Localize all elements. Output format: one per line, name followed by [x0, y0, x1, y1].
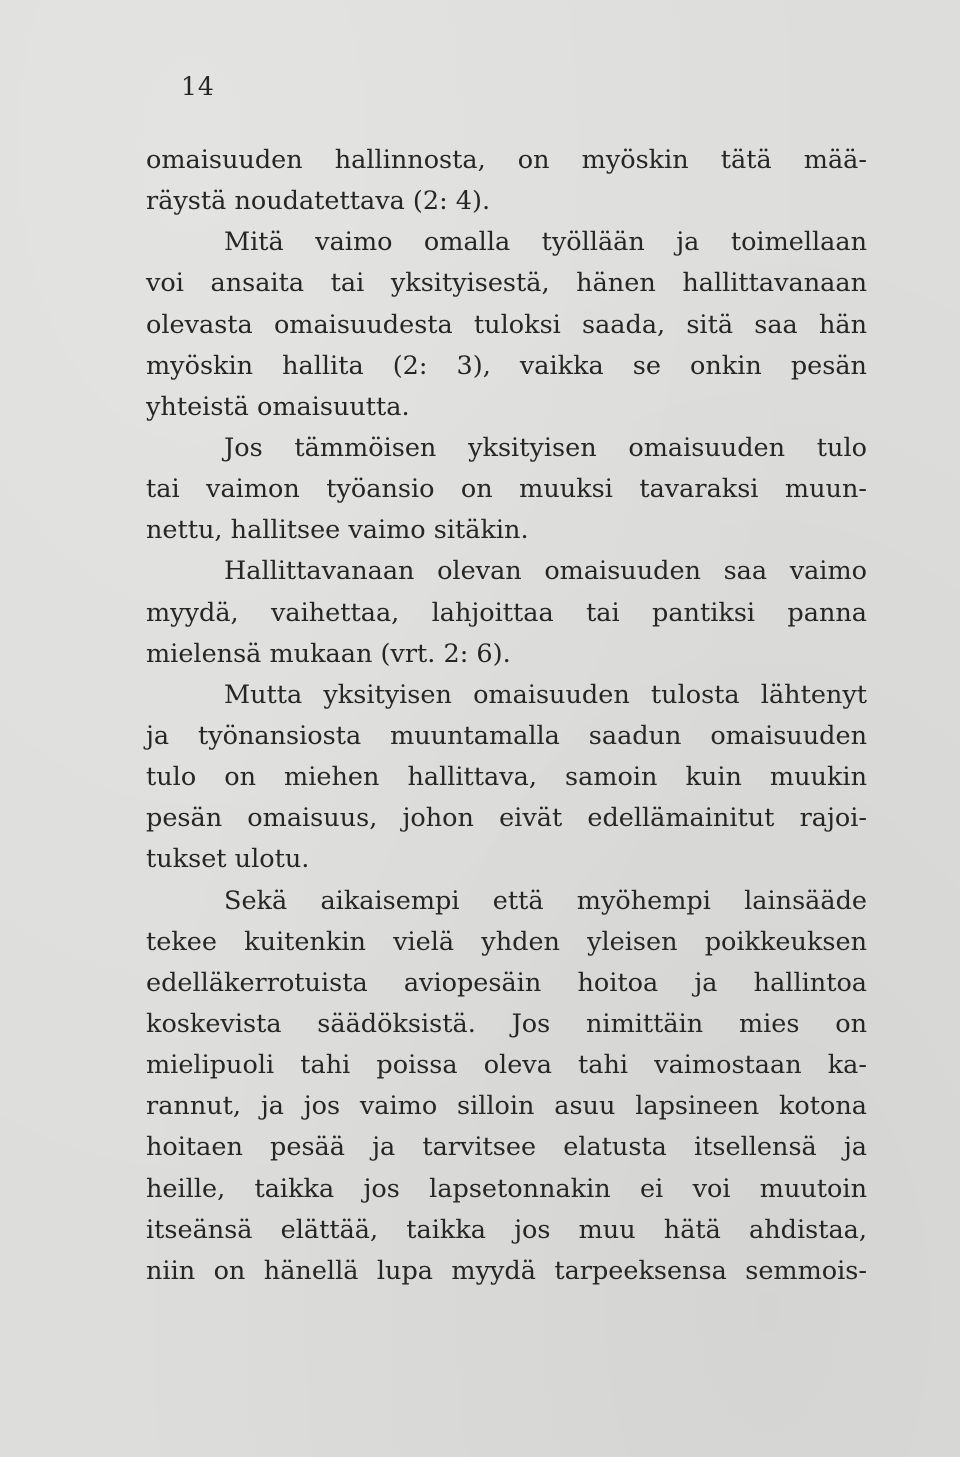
text-line: ja työnansiosta muuntamalla saadun omaisuuden: [146, 720, 867, 751]
text-line: hoitaen pesää ja tarvitsee elatusta itsellensä ja: [146, 1132, 867, 1163]
text-line: pesän omaisuus, johon eivät edellämainitut rajoi-: [146, 803, 867, 834]
body-text: [146, 140, 867, 1292]
text-line: tukset ulotu.: [146, 844, 310, 875]
text-line: tai vaimon työansio on muuksi tavaraksi muun-: [146, 474, 867, 505]
text-line: olevasta omaisuudesta tuloksi saada, sitä saa hän: [146, 309, 867, 340]
text-line: mielensä mukaan (vrt. 2: 6).: [146, 638, 511, 669]
text-line: rannut, ja jos vaimo silloin asuu lapsineen kotona: [146, 1091, 867, 1122]
text-line: Mitä vaimo omalla työllään ja toimellaan: [224, 227, 867, 258]
text-line: räystä noudatettava (2: 4).: [146, 186, 491, 217]
text-line: nettu, hallitsee vaimo sitäkin.: [146, 515, 529, 546]
text-line: Sekä aikaisempi että myöhempi lainsääde: [224, 885, 867, 916]
text-line: omaisuuden hallinnosta, on myöskin tätä mää-: [146, 145, 867, 175]
text-line: Mutta yksityisen omaisuuden tulosta lähtenyt: [224, 679, 867, 710]
text-line: myöskin hallita (2: 3), vaikka se onkin pesän: [146, 350, 867, 381]
text-line: niin on hänellä lupa myydä tarpeeksensa semmois-: [146, 1255, 867, 1286]
text-line: itseänsä elättää, taikka jos muu hätä ahdistaa,: [146, 1214, 867, 1245]
text-line: Jos tämmöisen yksityisen omaisuuden tulo: [224, 432, 867, 463]
text-line: tekee kuitenkin vielä yhden yleisen poikkeuksen: [146, 926, 867, 957]
text-line: heille, taikka jos lapsetonnakin ei voi muutoin: [146, 1173, 867, 1204]
text-line: yhteistä omaisuutta.: [146, 391, 410, 422]
page-number: 14: [181, 72, 215, 101]
text-line: mielipuoli tahi poissa oleva tahi vaimostaan ka-: [146, 1050, 867, 1081]
text-line: voi ansaita tai yksityisestä, hänen hallittavanaan: [146, 268, 867, 299]
text-line: myydä, vaihettaa, lahjoittaa tai pantiksi panna: [146, 597, 867, 628]
text-line: edelläkerrotuista aviopesäin hoitoa ja hallintoa: [146, 967, 867, 998]
text-line: tulo on miehen hallittava, samoin kuin muukin: [146, 762, 867, 793]
text-line: Hallittavanaan olevan omaisuuden saa vaimo: [224, 556, 867, 587]
text-line: koskevista säädöksistä. Jos nimittäin mies on: [146, 1008, 867, 1039]
